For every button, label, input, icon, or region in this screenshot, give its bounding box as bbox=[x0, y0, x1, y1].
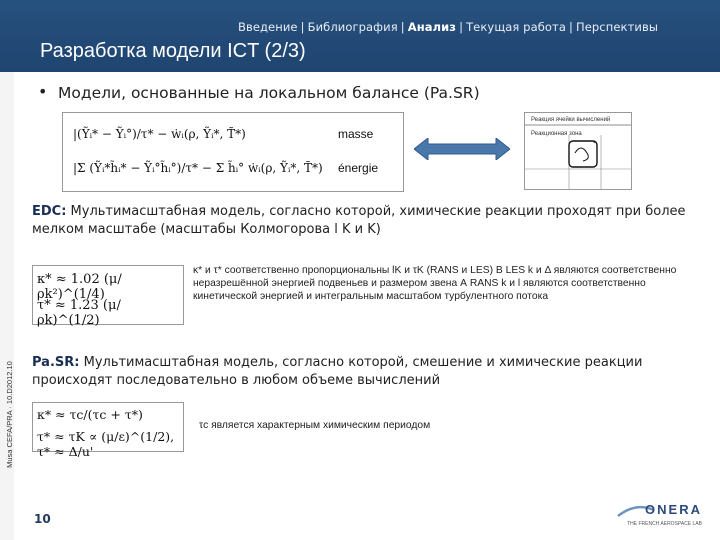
edc-tau-formula: τ* ≈ 1.23 (μ/ρk)^(1/2) bbox=[37, 298, 121, 328]
mass-equation: |(Ỹᵢ* − Ỹᵢ°)/τ* − ẇᵢ(ρ, Ỹᵢ*, T̃*) bbox=[73, 127, 246, 141]
edc-label: EDC: bbox=[32, 204, 67, 219]
diagram-label-cell: Реакция ячейки вычислений bbox=[531, 117, 611, 123]
edc-kappa-formula: κ* ≈ 1.02 (μ/ρk²)^(1/4) bbox=[37, 272, 122, 302]
pasr-kappa-formula: κ* ≈ τc/(τc + τ*) bbox=[37, 407, 143, 422]
mass-label: masse bbox=[338, 127, 374, 141]
nav-item-intro[interactable]: Введение bbox=[237, 20, 298, 34]
edc-explanation-note: κ* и τ* соответственно пропорциональны lK и τK (RANS и LES) В LES k и Δ являются соответственно неразрешённой энергией подвеньев и размером звена А RANS k и l являются соответственно кинетической энергией и интегральным масштабом турбулентного потока bbox=[193, 265, 677, 302]
diagram-label-zone: Реакционная зона bbox=[531, 131, 582, 137]
page-number: 10 bbox=[34, 512, 51, 526]
pasr-text: Мультимасштабная модель, согласно которой, смешение и химические реакции происходят последовательно в любом объеме вычислений bbox=[32, 355, 643, 388]
logo-word: ONERA bbox=[645, 502, 702, 517]
pasr-description bbox=[32, 354, 692, 390]
breadcrumb-nav: Введение | Библиография | Анализ | Текущая работа | Перспективы bbox=[237, 20, 658, 34]
energy-equation: |Σ (Ỹᵢ*h̃ᵢ* − Ỹᵢ°h̃ᵢ°)/τ* − Σ h̃ᵢ° ẇᵢ(ρ, Ỹᵢ*, T̃*) bbox=[73, 161, 323, 175]
left-margin-bar bbox=[0, 72, 14, 540]
pasr-explanation-note: τc является характерным химическим периодом bbox=[199, 420, 431, 431]
pasr-formulas-box bbox=[32, 402, 184, 459]
bullet-dot: • bbox=[38, 82, 48, 101]
onera-logo bbox=[612, 496, 708, 536]
balance-equations-box bbox=[62, 112, 404, 192]
bullet-heading: Модели, основанные на локальном балансе (Pa.SR) bbox=[58, 84, 480, 102]
nav-item-analysis[interactable]: Анализ bbox=[407, 20, 457, 34]
nav-item-perspectives[interactable]: Перспективы bbox=[575, 20, 658, 34]
reactor-cell-diagram bbox=[524, 112, 632, 190]
reactor-cell-icon bbox=[525, 113, 631, 189]
energy-label: énergie bbox=[338, 161, 379, 175]
svg-text:*: * bbox=[593, 140, 596, 147]
nav-item-bibliography[interactable]: Библиография bbox=[307, 20, 398, 34]
edc-formulas-box bbox=[32, 265, 184, 328]
logo-tagline: THE FRENCH AEROSPACE LAB bbox=[627, 521, 702, 527]
edc-text: Мультимасштабная модель, согласно которой, химические реакции проходят при более мелком масштабе (масштабы Колмогорова l K и K) bbox=[32, 204, 686, 237]
side-reference-text: Musa CEFA/PRA · 10.D2012.10 bbox=[4, 361, 14, 468]
pasr-label: Pa.SR: bbox=[32, 355, 80, 370]
double-arrow-icon bbox=[414, 138, 510, 160]
nav-item-current-work[interactable]: Текущая работа bbox=[466, 20, 566, 34]
header-bar bbox=[0, 0, 720, 72]
edc-description bbox=[32, 203, 692, 239]
page-title: Разработка модели ICT (2/3) bbox=[40, 40, 306, 62]
pasr-tau-formula: τ* ≈ τK ∝ (μ/ε)^(1/2), τ* ≈ Δ/u' bbox=[37, 429, 175, 459]
